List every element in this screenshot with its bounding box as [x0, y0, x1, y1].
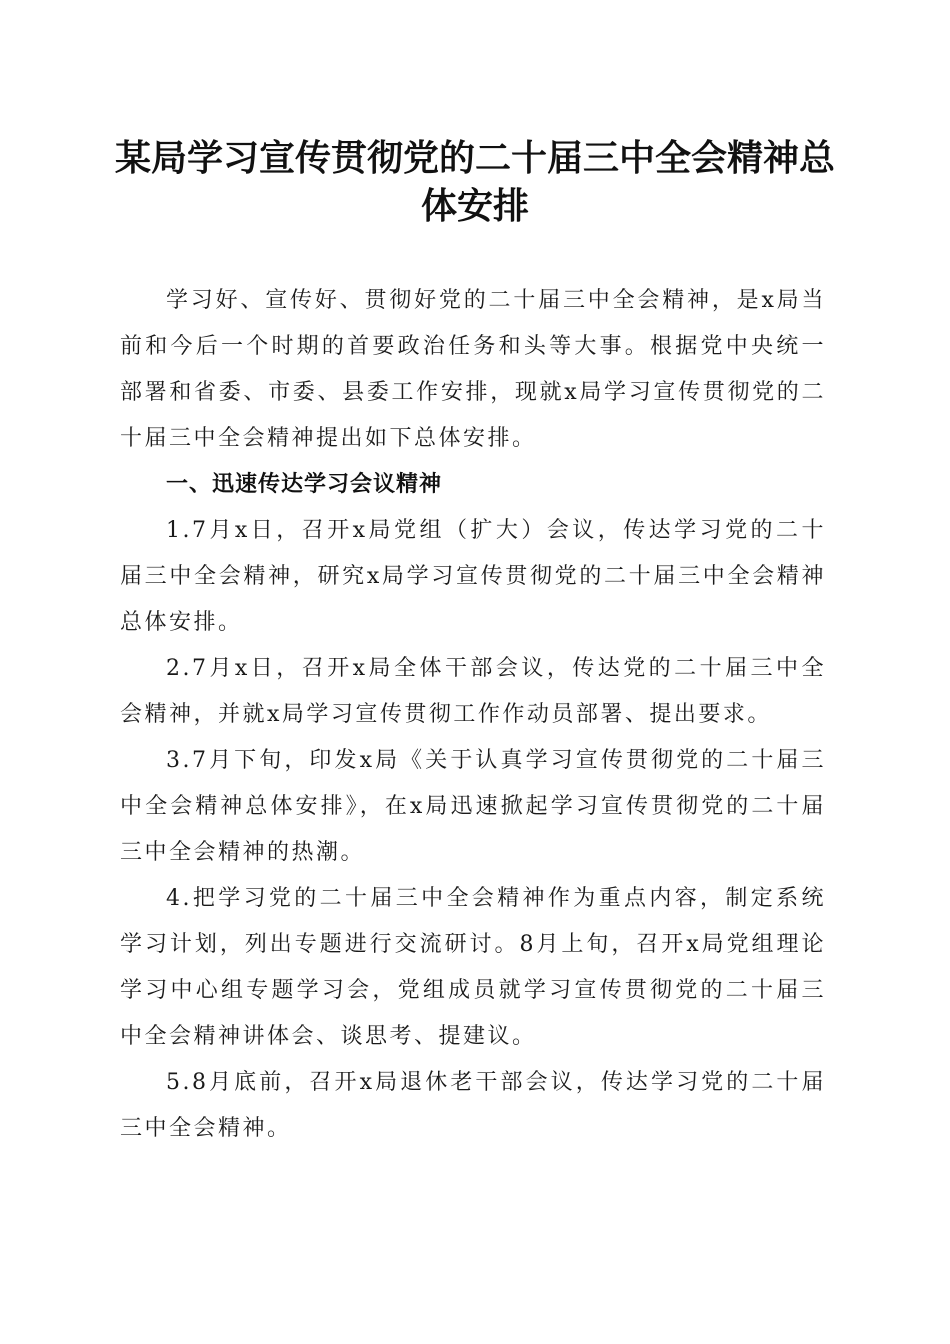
- section-heading: 一、迅速传达学习会议精神: [166, 472, 443, 497]
- list-item: 5.8月底前，召开x局退休老干部会议，传达学习党的二十届三中全会精神。: [120, 1070, 826, 1141]
- list-item: 3.7月下旬，印发x局《关于认真学习宣传贯彻党的二十届三中全会精神总体安排》，在x局迅速掀起学习宣传贯彻党的二十届三中全会精神的热潮。: [120, 748, 826, 865]
- list-item: 2.7月x日，召开x局全体干部会议，传达党的二十届三中全会精神，并就x局学习宣传贯彻工作作动员部署、提出要求。: [120, 656, 826, 727]
- document-title: 某局学习宣传贯彻党的二十届三中全会精神总体安排: [114, 137, 835, 227]
- document-body: [120, 278, 826, 1152]
- intro-paragraph: 学习好、宣传好、贯彻好党的二十届三中全会精神，是x局当前和今后一个时期的首要政治任务和头等大事。根据党中央统一部署和省委、市委、县委工作安排，现就x局学习宣传贯彻党的二十届三中全会精神提出如下总体安排。: [120, 288, 826, 451]
- list-item: 1.7月x日，召开x局党组（扩大）会议，传达学习党的二十届三中全会精神，研究x局学习宣传贯彻党的二十届三中全会精神总体安排。: [120, 518, 826, 635]
- list-item: 4.把学习党的二十届三中全会精神作为重点内容，制定系统学习计划，列出专题进行交流研讨。8月上旬，召开x局党组理论学习中心组专题学习会，党组成员就学习宣传贯彻党的二十届三中全会精神讲体会、谈思考、提建议。: [120, 886, 826, 1049]
